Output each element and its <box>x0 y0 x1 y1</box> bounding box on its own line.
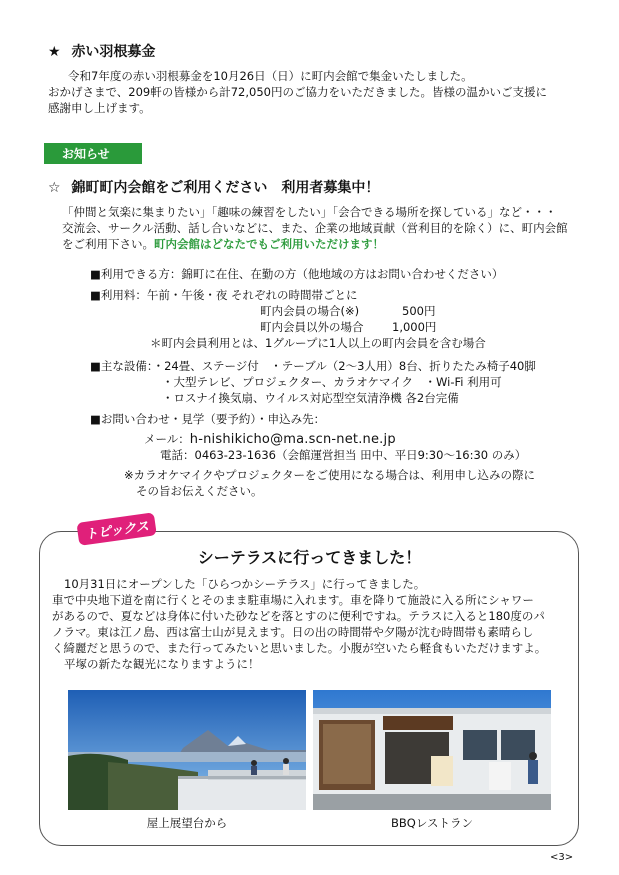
topics-line-1: 10月31日にオープンした「ひらつかシーテラス」に行ってきました。 <box>64 577 426 591</box>
rooftop-photo <box>68 690 306 810</box>
tel-label: 電話： <box>160 448 195 462</box>
contact-title: ■お問い合わせ・見学（要予約）・申込み先： <box>90 412 326 426</box>
topics-line-5: く綺麗だと思うので、また行ってみたいと思いました。小腹が空いたら軽食もいただけますよ。 <box>52 641 547 655</box>
fee-member-value: 500円 <box>402 304 436 318</box>
topics-title: シーテラスに行ってきました！ <box>197 548 422 567</box>
red-feather-line-1: 令和7年度の赤い羽根募金を10月26日（日）に町内会館で集金いたしました。 <box>68 69 473 83</box>
notice-intro-line-2: 交流会、サークル活動、話し合いなどに、また、企業の地域貢献（営利目的を除く）に、町内会館 <box>62 221 568 235</box>
fee-member-label: 町内会員の場合(※) <box>260 304 360 318</box>
topics-line-3: があるので、夏などは身体に付いた砂などを落とすのに便利ですね。テラスに入ると180度のパ <box>52 609 545 623</box>
eligibility-line: ■利用できる方：錦町に在住、在勤の方（他地域の方はお問い合わせください） <box>90 267 504 281</box>
page-number: <3> <box>550 852 574 863</box>
equipment-line-1: ■主な設備：・24畳、ステージ付 ・テーブル（2～3人用）8台、折りたたみ椅子40脚 <box>90 359 536 373</box>
notice-intro-line-3: をご利用下さい。町内会館はどなたでもご利用いただけます！ <box>62 237 384 251</box>
equipment-line-2: ・大型テレビ、プロジェクター、カラオケマイク ・Wi-Fi 利用可 <box>162 375 502 389</box>
bbq-restaurant-photo-image <box>313 690 551 810</box>
mail-address-link[interactable]: h-nishikicho@ma.scn-net.ne.jp <box>189 432 396 447</box>
equipment-line-3: ・ロスナイ換気扇、ウイルス対応型空気清浄機 各2台完備 <box>162 391 459 405</box>
red-feather-heading: ★ 赤い羽根募金 <box>48 44 156 60</box>
rooftop-photo-image <box>68 690 306 810</box>
fee-note: ＊町内会員利用とは、1グループに1人以上の町内会員を含む場合 <box>150 336 486 350</box>
topics-line-6: 平塚の新たな観光になりますように！ <box>64 657 260 671</box>
star-outline-icon: ☆ <box>48 180 61 196</box>
notice-highlight: 町内会館はどなたでもご利用いただけます！ <box>154 237 384 251</box>
contact-note-line-1: ※カラオケマイクやプロジェクターをご使用になる場合は、利用申し込みの際に <box>124 468 535 482</box>
notice-heading: ☆ 錦町町内会館をご利用ください 利用者募集中！ <box>48 180 380 196</box>
bbq-restaurant-photo <box>313 690 551 810</box>
fee-nonmember-label: 町内会員以外の場合 <box>260 320 364 334</box>
notice-badge: お知らせ <box>44 143 142 164</box>
topics-line-4: ノラマ。東は江ノ島、西は富士山が見えます。日の出の時間帯や夕陽が沈む時間帯も素晴らし <box>52 625 534 639</box>
tel-value: 0463-23-1636（会館運営担当 田中、平日9:30～16:30 のみ） <box>194 448 527 462</box>
topics-line-2: 車で中央地下道を南に行くとそのまま駐車場に入れます。車を降りて施設に入る所にシャワー <box>52 593 534 607</box>
topics-tag: トピックス <box>76 512 157 546</box>
fee-title: ■利用料：午前・午後・夜 それぞれの時間帯ごとに <box>90 288 358 302</box>
fee-nonmember-value: 1,000円 <box>392 320 437 334</box>
star-icon: ★ <box>48 44 61 60</box>
tel-row <box>160 447 526 463</box>
mail-label: メール： <box>144 432 190 446</box>
red-feather-line-3: 感謝申し上げます。 <box>48 101 151 115</box>
contact-note-line-2: その旨お伝えください。 <box>136 484 263 498</box>
red-feather-line-2: おかげさまで、209軒の皆様から計72,050円のご協力をいただきました。皆様の温かいご支援に <box>48 85 547 99</box>
notice-intro-line-1: 「仲間と気楽に集まりたい」「趣味の練習をしたい」「会合できる場所を探している」など・・・ <box>62 205 557 219</box>
rooftop-photo-caption: 屋上展望台から <box>146 816 228 830</box>
bbq-photo-caption: BBQレストラン <box>391 816 473 830</box>
mail-row <box>144 428 396 447</box>
